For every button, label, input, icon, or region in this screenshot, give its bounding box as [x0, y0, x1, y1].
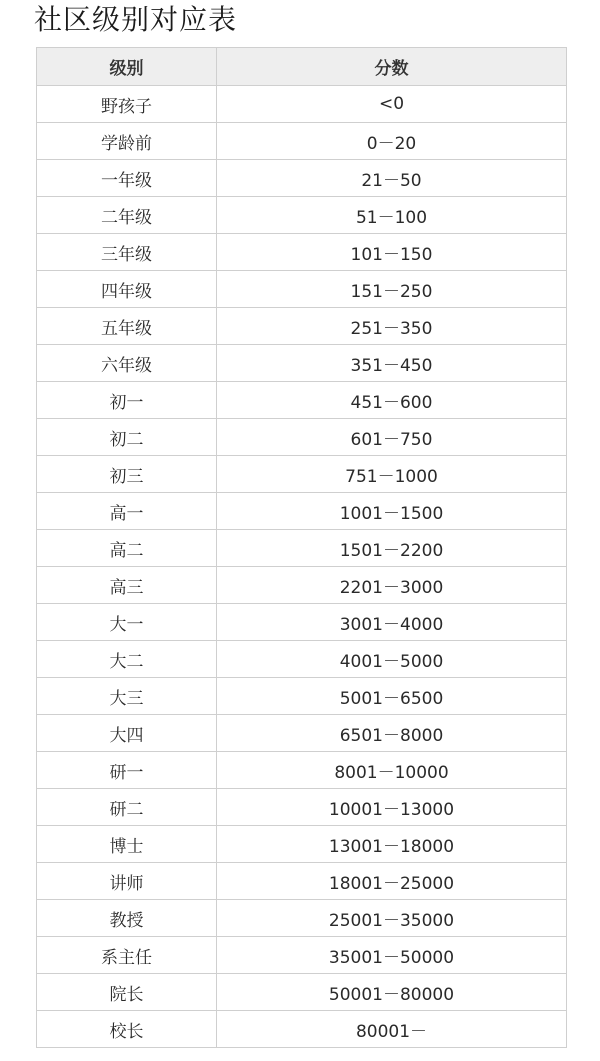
cell-level: 讲师: [37, 863, 217, 900]
table-header: [37, 48, 567, 86]
cell-score: 35001－50000: [217, 937, 567, 974]
cell-level: 大二: [37, 641, 217, 678]
table-row: [37, 937, 567, 974]
cell-score: 101－150: [217, 234, 567, 271]
level-score-table: [36, 47, 567, 1048]
cell-score: 3001－4000: [217, 604, 567, 641]
cell-level: 一年级: [37, 160, 217, 197]
cell-level: 教授: [37, 900, 217, 937]
cell-level: 初二: [37, 419, 217, 456]
cell-score: 80001－: [217, 1011, 567, 1048]
cell-score: 151－250: [217, 271, 567, 308]
cell-score: 2201－3000: [217, 567, 567, 604]
cell-score: 18001－25000: [217, 863, 567, 900]
cell-score: 601－750: [217, 419, 567, 456]
table-row: [37, 419, 567, 456]
cell-level: 二年级: [37, 197, 217, 234]
table-row: [37, 789, 567, 826]
header-score: 分数: [217, 48, 567, 86]
cell-level: 三年级: [37, 234, 217, 271]
cell-level: 研一: [37, 752, 217, 789]
cell-level: 博士: [37, 826, 217, 863]
cell-level: 院长: [37, 974, 217, 1011]
cell-level: 大三: [37, 678, 217, 715]
table-row: [37, 345, 567, 382]
header-level: 级别: [37, 48, 217, 86]
cell-score: 21－50: [217, 160, 567, 197]
cell-score: 51－100: [217, 197, 567, 234]
cell-level: 大一: [37, 604, 217, 641]
table-row: [37, 197, 567, 234]
cell-level: 五年级: [37, 308, 217, 345]
cell-level: 校长: [37, 1011, 217, 1048]
table-row: [37, 641, 567, 678]
cell-level: 高三: [37, 567, 217, 604]
table-row: [37, 863, 567, 900]
table-row: [37, 678, 567, 715]
cell-score: 10001－13000: [217, 789, 567, 826]
cell-level: 初三: [37, 456, 217, 493]
table-row: [37, 1011, 567, 1048]
cell-score: 5001－6500: [217, 678, 567, 715]
table-row: [37, 456, 567, 493]
cell-score: 751－1000: [217, 456, 567, 493]
cell-score: 8001－10000: [217, 752, 567, 789]
cell-level: 大四: [37, 715, 217, 752]
table-row: [37, 530, 567, 567]
table-row: [37, 974, 567, 1011]
table-body: [37, 86, 567, 1048]
cell-score: 1501－2200: [217, 530, 567, 567]
table-row: [37, 604, 567, 641]
cell-score: 4001－5000: [217, 641, 567, 678]
table-row: [37, 123, 567, 160]
cell-level: 学龄前: [37, 123, 217, 160]
table-row: [37, 308, 567, 345]
cell-level: 研二: [37, 789, 217, 826]
cell-score: 351－450: [217, 345, 567, 382]
table-row: [37, 752, 567, 789]
table-row: [37, 493, 567, 530]
cell-level: 高一: [37, 493, 217, 530]
table-row: [37, 715, 567, 752]
table-row: [37, 826, 567, 863]
cell-score: 1001－1500: [217, 493, 567, 530]
cell-level: 系主任: [37, 937, 217, 974]
table-row: [37, 900, 567, 937]
table-row: [37, 567, 567, 604]
table-row: [37, 382, 567, 419]
cell-score: 13001－18000: [217, 826, 567, 863]
page-title: 社区级别对应表: [34, 3, 238, 36]
header-row: [37, 48, 567, 86]
table-row: [37, 234, 567, 271]
cell-score: 50001－80000: [217, 974, 567, 1011]
cell-score: <0: [217, 86, 567, 123]
table-row: [37, 160, 567, 197]
cell-level: 高二: [37, 530, 217, 567]
cell-level: 野孩子: [37, 86, 217, 123]
cell-score: 251－350: [217, 308, 567, 345]
cell-score: 6501－8000: [217, 715, 567, 752]
table-row: [37, 86, 567, 123]
cell-score: 0－20: [217, 123, 567, 160]
cell-level: 六年级: [37, 345, 217, 382]
cell-score: 25001－35000: [217, 900, 567, 937]
cell-score: 451－600: [217, 382, 567, 419]
cell-level: 初一: [37, 382, 217, 419]
cell-level: 四年级: [37, 271, 217, 308]
table-row: [37, 271, 567, 308]
